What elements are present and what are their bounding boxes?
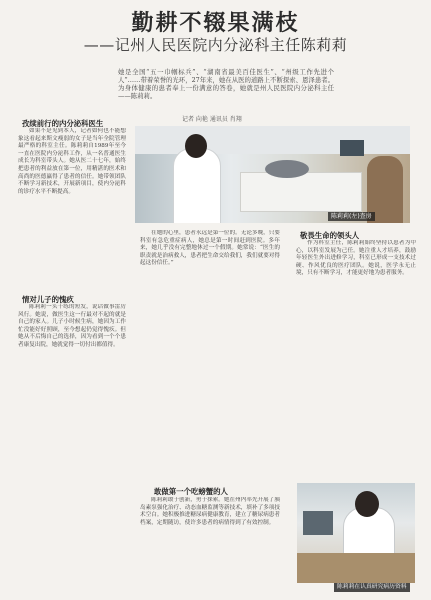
top-photo-caption: 陈莉莉(左)查房: [328, 212, 375, 221]
section-paragraph-5: 作为科室主任，陈莉莉始终坚持以患者为中心，以科室发展为己任。她注重人才培养，鼓励年轻医生外出进修学习，科室已形成一支技术过硬、作风优良的医疗团队。她说，医学永无止境，只有不断学习，才能更好地为患者服务。: [296, 240, 416, 277]
photo-doctor-head: [185, 134, 207, 158]
photo-wall: [135, 126, 410, 154]
section-paragraph-2: 陈莉莉一头干练的短发，说话做事雷厉风行。她说，做医生这一行最对不起的就是自己的家人。儿子小时候生病，她因为工作忙没能好好照顾，至今想起仍觉得愧疚。但她从不后悔自己的选择，因为看到一个个患者康复出院，她就觉得一切付出都值得。: [18, 304, 126, 348]
section-heading-4: 敢做第一个吃螃蟹的人: [154, 487, 228, 496]
photo-desk: [297, 553, 415, 583]
photo-person-head: [355, 491, 379, 517]
section-body-5: [296, 240, 416, 476]
bottom-photo-caption: 陈莉莉在认真研究病历资料: [334, 583, 410, 592]
article-title: 勤耕不辍果满枝: [131, 11, 300, 36]
article-byline: 记者 向艳 通讯员 肖翔: [182, 116, 242, 123]
top-photo: [135, 126, 410, 223]
section-heading-2: 情对儿子的愧疚: [22, 295, 74, 304]
photo-patient: [265, 160, 309, 178]
photo-doctor: [173, 148, 221, 223]
section-body-3: [140, 230, 280, 480]
section-paragraph-1: 如果不是见到本人，记者如何也不能想象这看起来斯文瘦弱的女子是当年全院管理最严格的科室主任。陈莉莉自1989年至今一直在医院内分泌科工作，从一名普通医生成长为科室带头人。她从医二十七年，始终把患者的利益放在第一位，用精湛的医术和高尚的医德赢得了患者的信任。她带领团队不断学习新技术，开展新项目，使内分泌科的诊疗水平不断提高。: [18, 128, 126, 195]
section-heading-1: 孜续前行的内分泌科医生: [22, 119, 104, 128]
bottom-photo: [297, 483, 415, 583]
section-paragraph-4: 陈莉莉敢于创新，勇于探索。她在州内率先开展了胰岛素泵强化治疗、动态血糖监测等新技术，填补了多项技术空白。她积极推进糖尿病健康教育，建立了糖尿病患者档案，定期随访，使许多患者的病情得到了有效控制。: [140, 497, 280, 526]
article-subtitle: ——记州人民医院内分泌科主任陈莉莉: [83, 36, 348, 54]
photo-monitor: [340, 140, 364, 156]
section-paragraph-3: 在她的心里，患者永远是第一位的。无论多晚，只要科室有急危重症病人，她总是第一时间赶到医院。多年来，她几乎没有完整地休过一个假期。她常说：“医生的职责就是治病救人，患者把生命交给我们，我们就要对得起这份信任。”: [140, 230, 280, 267]
section-body-1: [18, 128, 126, 290]
section-heading-5: 敬畏生命的领头人: [300, 231, 360, 240]
photo-screen: [303, 511, 333, 535]
article-intro: 她是全国“五一巾帼标兵”、“湖南省最美百佳医生”、“州级工作先进个人”……带着荣誉的光环，27年来，她在从医的道路上不断探索、恩泽患者。为身体健康的患者奉上一份满意的答卷，她就是州人民医院内分泌科主任——陈莉莉。: [118, 68, 334, 100]
section-body-2: [18, 304, 126, 592]
section-body-4: [140, 497, 280, 592]
photo-bed: [240, 172, 362, 212]
